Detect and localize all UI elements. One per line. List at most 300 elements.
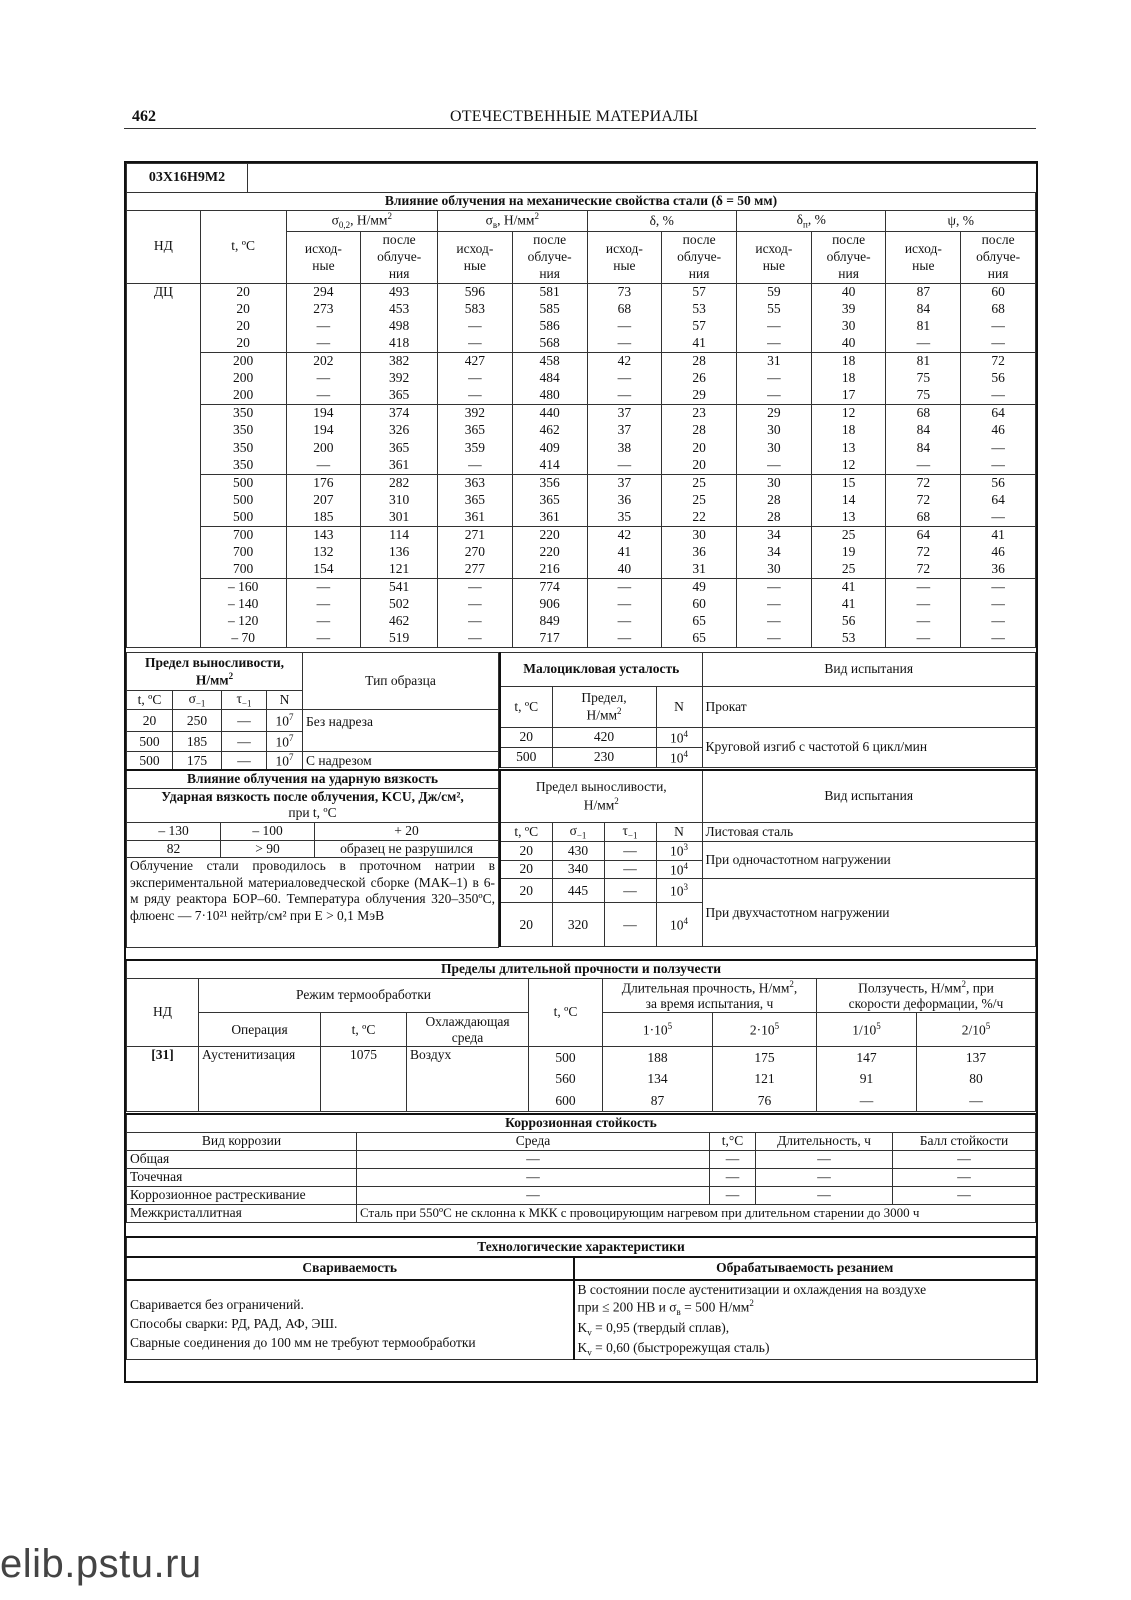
cell: 80 [917,1069,1036,1090]
impact-table [126,769,499,948]
value-cell: — [961,596,1036,613]
value-cell: 23 [662,405,737,422]
value-cell: 59 [736,283,811,300]
table-row [127,509,1036,526]
value-cell: — [961,630,1036,647]
fatigue2-table [499,769,1036,947]
cell: — [604,860,656,879]
value-cell: — [886,578,961,595]
regime-header: Режим термообработки [199,978,529,1013]
value-cell: 382 [361,353,438,370]
value-cell: 363 [438,474,513,491]
value-cell: 18 [811,370,886,387]
value-cell: — [587,457,662,474]
group-reduction: ψ, % [886,210,1036,231]
nd-cell: ДЦ [127,283,201,647]
value-cell: 25 [811,526,886,543]
col-header: Длительность, ч [756,1132,893,1150]
table-row [127,457,1036,474]
value-cell: — [736,596,811,613]
impact-subtitle: Ударная вязкость после облучения, KCU, Дж/см², при t, ºC [127,788,499,822]
cell: – 130 [127,822,221,840]
value-cell: — [587,387,662,404]
cell: 430 [552,841,604,860]
col-header: t, ºC [500,687,552,728]
value-cell: 68 [961,301,1036,318]
value-cell: 41 [811,578,886,595]
material-sheet [124,161,1038,1383]
table-row [127,526,1036,543]
value-cell: 374 [361,405,438,422]
value-cell: 414 [512,457,587,474]
sub-header: $1/10^5$ [817,1013,917,1047]
table-row [127,301,1036,318]
value-cell: 28 [662,353,737,370]
value-cell: 13 [811,440,886,457]
test-header: Вид испытания [702,653,1036,687]
temp-cell: 700 [200,526,286,543]
value-cell: 462 [512,422,587,439]
value-cell: 30 [736,561,811,578]
value-cell: 136 [361,544,438,561]
table-row [127,578,1036,595]
sub-header-initial: исход- ные [286,232,361,284]
value-cell: 30 [736,422,811,439]
sub-header-initial: исход- ные [438,232,513,284]
value-cell: — [736,457,811,474]
value-cell: 200 [286,440,361,457]
value-cell: 28 [736,492,811,509]
value-cell: 65 [662,613,737,630]
value-cell: — [286,578,361,595]
value-cell: 458 [512,353,587,370]
cell: — [817,1090,917,1112]
col-header: Вид коррозии [127,1132,357,1150]
table-row [127,283,1036,300]
endurance-title: Предел выносливости, $Н/мм^2$ [127,653,303,691]
col-header: Предел, $Н/мм^2$ [552,687,656,728]
cell: — [710,1186,756,1204]
value-cell: 28 [736,509,811,526]
value-cell: — [886,457,961,474]
op-temp: 1075 [321,1047,407,1112]
value-cell: 585 [512,301,587,318]
creep-table [126,959,1036,1112]
table-row [127,544,1036,561]
sub-header-after: после облуче- ния [961,232,1036,284]
cell: 340 [552,860,604,879]
value-cell: — [438,578,513,595]
value-cell: 34 [736,526,811,543]
cell: $10^7$ [267,710,303,732]
group-elong: δ, % [587,210,736,231]
value-cell: 18 [811,353,886,370]
col-op-temp: t, ºC [321,1013,407,1047]
sub-header-initial: исход- ные [587,232,662,284]
cell: 188 [603,1047,713,1069]
value-cell: 53 [811,630,886,647]
value-cell: — [438,613,513,630]
page-number: 462 [132,108,156,125]
table-row [127,405,1036,422]
temp-cell: – 120 [200,613,286,630]
value-cell: 202 [286,353,361,370]
igc-label: Межкристаллитная [127,1204,357,1222]
value-cell: 273 [286,301,361,318]
value-cell: 46 [961,422,1036,439]
cell: 82 [127,840,221,857]
cell: – 100 [221,822,315,840]
value-cell: 541 [361,578,438,595]
cell: — [893,1150,1036,1168]
cell: 500 [127,752,173,771]
value-cell: 35 [587,509,662,526]
sub-header-after: после облуче- ния [811,232,886,284]
value-cell: 57 [662,283,737,300]
value-cell: 15 [811,474,886,491]
value-cell: 365 [438,492,513,509]
mach-text [574,1280,1036,1360]
value-cell: 46 [961,544,1036,561]
weld-header: Свариваемость [127,1257,574,1280]
value-cell: — [961,613,1036,630]
col-header: $\tau_{-1}$ [604,822,656,841]
value-cell: — [736,578,811,595]
value-cell: 41 [961,526,1036,543]
temp-cell: 200 [200,353,286,370]
value-cell: 207 [286,492,361,509]
weld-line: Сваривается без ограничений. [130,1296,304,1312]
value-cell: 64 [961,492,1036,509]
value-cell: 12 [811,405,886,422]
cell: 560 [529,1069,603,1090]
col-temp: t, ºC [200,210,286,283]
cell: — [604,903,656,947]
mech-title: Влияние облучения на механические свойства стали (δ = 50 мм) [127,193,1036,211]
value-cell: 25 [811,561,886,578]
value-cell: — [438,387,513,404]
value-cell: 68 [886,405,961,422]
value-cell: 39 [811,301,886,318]
table-row [127,596,1036,613]
cell: 230 [552,748,656,768]
lcf-title: Малоцикловая усталость [500,653,702,687]
value-cell: 56 [961,474,1036,491]
value-cell: — [961,335,1036,352]
value-cell: 310 [361,492,438,509]
value-cell: 72 [886,474,961,491]
group-uniform-elong: $\delta_п$, % [736,210,885,231]
operation: Аустенитизация [199,1047,321,1112]
cell: $10^4$ [656,860,702,879]
value-cell: — [286,370,361,387]
igc-text: Сталь при 550ºC не склонна к МКК с провоцирующим нагревом при длительном старении до 3000 ч [357,1204,1036,1222]
value-cell: — [886,613,961,630]
value-cell: 12 [811,457,886,474]
value-cell: 87 [886,283,961,300]
table-row [127,1186,1036,1204]
value-cell: 30 [662,526,737,543]
value-cell: — [736,370,811,387]
value-cell: — [438,370,513,387]
value-cell: 13 [811,509,886,526]
value-cell: 583 [438,301,513,318]
cell: Коррозионное растрескивание [127,1186,357,1204]
value-cell: 185 [286,509,361,526]
temp-cell: 350 [200,457,286,474]
cell: 500 [529,1047,603,1069]
value-cell: — [961,578,1036,595]
value-cell: 427 [438,353,513,370]
value-cell: 774 [512,578,587,595]
cell: — [893,1168,1036,1186]
value-cell: 440 [512,405,587,422]
corrosion-table [126,1113,1036,1223]
value-cell: — [736,630,811,647]
cell: 20 [500,879,552,903]
cell: — [756,1168,893,1186]
value-cell: 121 [361,561,438,578]
temp-cell: 500 [200,509,286,526]
value-cell: 60 [961,283,1036,300]
type-notched: С надрезом [303,752,499,771]
value-cell: 502 [361,596,438,613]
cell: — [604,879,656,903]
temp-cell: 350 [200,422,286,439]
temp-cell: – 160 [200,578,286,595]
cell: $10^4$ [656,748,702,768]
weld-text [127,1280,574,1360]
irradiation-note: Облучение стали проводилось в проточном натрии в экспериментальной материаловедческой сборке (МАК–1) в 6-м ряду реактора БОР–60. Температура облучения 320–350ºC, флюенс — 7·10²¹ нейтр/см² при E > 0,1 МэВ [127,857,499,947]
table-row [127,353,1036,370]
temp-cell: 200 [200,370,286,387]
cell: — [357,1150,710,1168]
value-cell: 31 [736,353,811,370]
value-cell: 36 [961,561,1036,578]
col-cooling: Охлаждающая среда [407,1013,529,1047]
value-cell: 361 [361,457,438,474]
tech-table [126,1236,1036,1360]
temp-cell: 350 [200,405,286,422]
value-cell: 40 [811,283,886,300]
value-cell: — [438,318,513,335]
cell: — [357,1186,710,1204]
cell: — [756,1186,893,1204]
value-cell: 154 [286,561,361,578]
value-cell: 65 [662,630,737,647]
value-cell: 31 [662,561,737,578]
tech-title: Технологические характеристики [127,1237,1036,1257]
value-cell: 38 [587,440,662,457]
col-operation: Операция [199,1013,321,1047]
value-cell: 453 [361,301,438,318]
value-cell: 480 [512,387,587,404]
value-cell: 81 [886,318,961,335]
value-cell: — [886,335,961,352]
value-cell: 72 [886,561,961,578]
cell: — [756,1150,893,1168]
value-cell: 14 [811,492,886,509]
cell: 20 [500,728,552,748]
value-cell: — [286,457,361,474]
value-cell: 41 [587,544,662,561]
value-cell: — [736,318,811,335]
table-row [127,422,1036,439]
value-cell: 392 [361,370,438,387]
value-cell: 75 [886,370,961,387]
value-cell: 42 [587,526,662,543]
endurance-table [126,652,499,771]
value-cell: 29 [662,387,737,404]
sub-header-after: после облуче- ния [662,232,737,284]
mech-table [126,192,1036,648]
cell: $10^7$ [267,752,303,771]
value-cell: 361 [438,509,513,526]
value-cell: 462 [361,613,438,630]
value-cell: 596 [438,283,513,300]
value-cell: — [961,387,1036,404]
value-cell: — [587,578,662,595]
temp-cell: – 140 [200,596,286,613]
value-cell: 114 [361,526,438,543]
col-header: t, ºC [500,822,552,841]
value-cell: 37 [587,422,662,439]
value-cell: — [587,318,662,335]
ref: [31] [127,1047,199,1112]
value-cell: 72 [886,492,961,509]
value-cell: 194 [286,405,361,422]
value-cell: 25 [662,492,737,509]
sub-header: $2/10^5$ [917,1013,1036,1047]
value-cell: 216 [512,561,587,578]
cell: 20 [500,860,552,879]
running-header [124,106,1036,129]
test-single-freq: При одночастотном нагружении [702,841,1036,878]
value-cell: 220 [512,526,587,543]
value-cell: 17 [811,387,886,404]
cell: — [222,732,267,752]
cell: 600 [529,1090,603,1112]
value-cell: — [961,318,1036,335]
cell: $10^3$ [656,879,702,903]
value-cell: 29 [736,405,811,422]
grade-row [126,163,1036,193]
temp-cell: 20 [200,335,286,352]
cell: 175 [713,1047,817,1069]
value-cell: 72 [961,353,1036,370]
test-bending: Круговой изгиб с частотой 6 цикл/мин [702,728,1036,768]
cell: $10^4$ [656,728,702,748]
value-cell: 64 [886,526,961,543]
cell: — [222,752,267,771]
temp-cell: 20 [200,318,286,335]
value-cell: 81 [886,353,961,370]
value-cell: 56 [961,370,1036,387]
value-cell: 365 [361,440,438,457]
value-cell: 498 [361,318,438,335]
table-row [127,370,1036,387]
value-cell: 194 [286,422,361,439]
table-row [127,561,1036,578]
lcf-table [499,652,1036,768]
temp-cell: 20 [200,283,286,300]
value-cell: 41 [662,335,737,352]
col-header: N [656,822,702,841]
value-cell: 84 [886,440,961,457]
table-row [127,1168,1036,1186]
value-cell: 365 [361,387,438,404]
value-cell: 18 [811,422,886,439]
value-cell: 176 [286,474,361,491]
value-cell: — [286,630,361,647]
value-cell: 361 [512,509,587,526]
value-cell: 365 [438,422,513,439]
col-header: t,°C [710,1132,756,1150]
value-cell: — [961,457,1036,474]
value-cell: 55 [736,301,811,318]
value-cell: 26 [662,370,737,387]
value-cell: 53 [662,301,737,318]
table-row [127,335,1036,352]
cell: 134 [603,1069,713,1090]
value-cell: 359 [438,440,513,457]
value-cell: 37 [587,405,662,422]
value-cell: 270 [438,544,513,561]
value-cell: 68 [587,301,662,318]
value-cell: — [286,613,361,630]
test-sheet: Листовая сталь [702,822,1036,841]
mach-line: при ≤ 200 НВ и $\sigma_в = 500$ $Н/мм^2$ [577,1298,754,1318]
cell: 500 [500,748,552,768]
value-cell: 34 [736,544,811,561]
col-header: $\tau_{-1}$ [222,691,267,710]
cell: — [710,1168,756,1186]
value-cell: 84 [886,301,961,318]
value-cell: — [587,335,662,352]
value-cell: 20 [662,457,737,474]
mach-line: $K_v = 0,60$ (быстрорежущая сталь) [577,1340,770,1358]
group-uts: $\sigma_в$, $Н/мм^2$ [438,210,587,231]
cell: > 90 [221,840,315,857]
cell: — [357,1168,710,1186]
value-cell: — [886,596,961,613]
value-cell: 84 [886,422,961,439]
cell: — [604,841,656,860]
temp-cell: 500 [200,492,286,509]
value-cell: — [286,335,361,352]
col-header: Среда [357,1132,710,1150]
cell: 420 [552,728,656,748]
corrosion-title: Коррозионная стойкость [127,1114,1036,1132]
value-cell: — [438,335,513,352]
table-row [127,1150,1036,1168]
value-cell: — [438,630,513,647]
col-temp: t, ºC [529,978,603,1047]
col-header: $\sigma_{-1}$ [552,822,604,841]
group-yield: $\sigma_{0,2}$, $Н/мм^2$ [286,210,437,231]
value-cell: 30 [811,318,886,335]
col-nd: НД [127,978,199,1047]
value-cell: 72 [886,544,961,561]
value-cell: 282 [361,474,438,491]
value-cell: 271 [438,526,513,543]
value-cell: 36 [587,492,662,509]
value-cell: 568 [512,335,587,352]
creep-header: Ползучесть, $Н/мм^2$, при скорости деформации, %/ч [817,978,1036,1013]
grade-name: 03Х16Н9М2 [127,164,248,193]
value-cell: 22 [662,509,737,526]
value-cell: 326 [361,422,438,439]
